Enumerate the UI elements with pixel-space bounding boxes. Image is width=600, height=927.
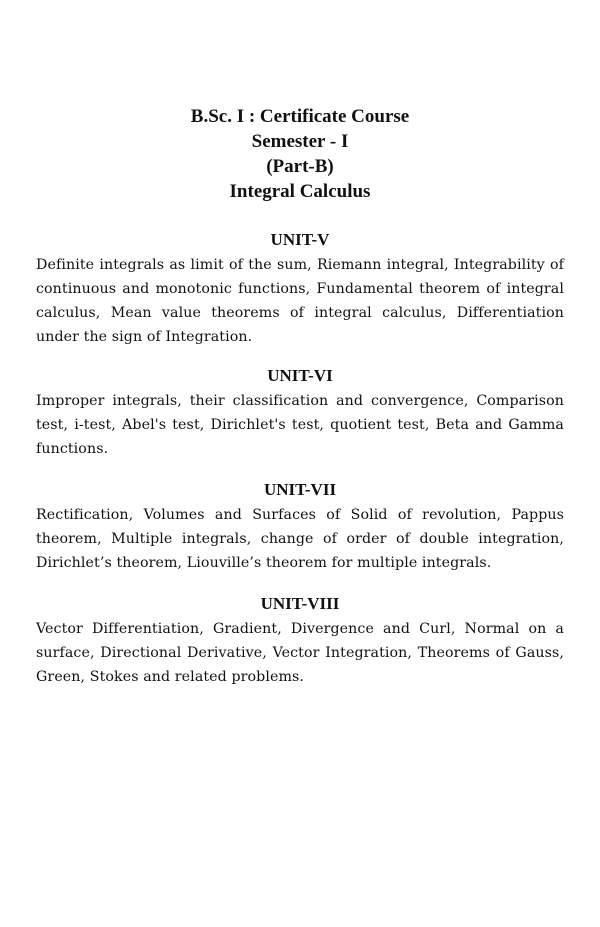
unit-section-vii (36, 479, 564, 575)
unit-heading: UNIT-VI (267, 366, 333, 385)
unit-section-viii (36, 593, 564, 689)
semester-label: Semester - I (251, 131, 349, 152)
course-title: B.Sc. I : Certificate Course (190, 106, 410, 127)
unit-section-v (36, 229, 564, 349)
unit-body: Vector Differentiation, Gradient, Divergence and Curl, Normal on a surface, Directional Derivative, Vector Integration, Theorems of Gauss, Green, Stokes and related problems. (36, 621, 564, 685)
unit-heading: UNIT-V (270, 230, 330, 249)
unit-body: Improper integrals, their classification and convergence, Comparison test, i-test, Abel's test, Dirichlet's test, quotient test, Beta and Gamma functions. (36, 393, 564, 457)
unit-heading: UNIT-VII (263, 480, 337, 499)
unit-heading: UNIT-VIII (260, 594, 340, 613)
subject-title: Integral Calculus (229, 181, 371, 202)
unit-body: Definite integrals as limit of the sum, Riemann integral, Integrability of continuous and monotonic functions, Fundamental theorem of integral calculus, Mean value theorems of integral calculus, Differentiation under the sign of Integration. (36, 257, 564, 345)
part-label: (Part-B) (266, 156, 334, 177)
unit-body: Rectification, Volumes and Surfaces of Solid of revolution, Pappus theorem, Multiple integrals, change of order of double integration, Dirichlet’s theorem, Liouville’s theorem for multiple integrals. (36, 507, 564, 571)
document-title-block (0, 104, 600, 204)
unit-section-vi (36, 365, 564, 461)
